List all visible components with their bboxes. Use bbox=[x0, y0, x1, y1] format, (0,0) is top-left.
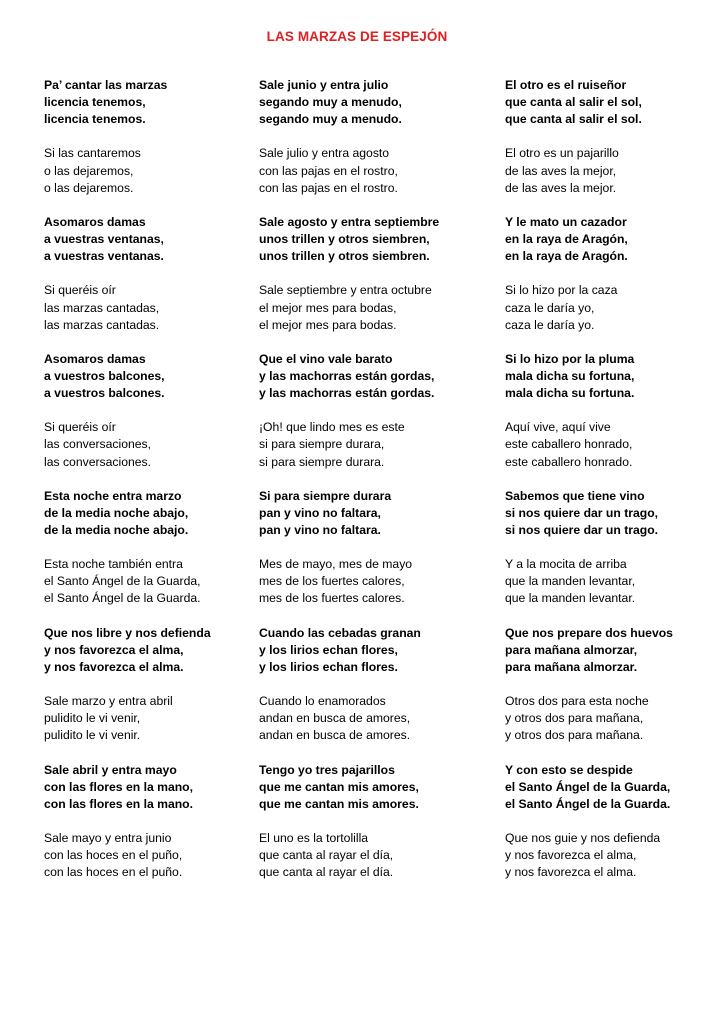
verse-line: con las flores en la mano, bbox=[44, 779, 194, 794]
verse-line: o las dejaremos. bbox=[44, 180, 134, 195]
verse-line: pan y vino no faltara. bbox=[259, 523, 381, 537]
verse-line: que me cantan mis amores. bbox=[259, 796, 419, 811]
verse-line: si nos quiere dar un trago, bbox=[505, 505, 659, 520]
verse-line: ¡Oh! que lindo mes es este bbox=[259, 420, 405, 435]
stanza bbox=[259, 419, 474, 470]
verse-line: de la media noche abajo. bbox=[44, 523, 189, 537]
verse-line: o las dejaremos, bbox=[44, 163, 134, 178]
verse-line: este caballero honrado, bbox=[505, 437, 633, 452]
verse-line: que la manden levantar, bbox=[505, 574, 636, 589]
verse-line: Si queréis oír bbox=[44, 420, 116, 435]
verse-line: el mejor mes para bodas, bbox=[259, 300, 397, 315]
stanza bbox=[44, 488, 259, 539]
verse-line: Otros dos para esta noche bbox=[505, 694, 649, 709]
verse-line: mes de los fuertes calores, bbox=[259, 574, 405, 589]
verse-line: Si lo hizo por la caza bbox=[505, 283, 618, 298]
verse-line: Y a la mocita de arriba bbox=[505, 557, 627, 572]
stanza bbox=[259, 693, 474, 744]
stanza bbox=[44, 77, 259, 128]
verse-line: si para siempre durara, bbox=[259, 437, 385, 452]
verse-line: que canta al salir el sol, bbox=[505, 95, 642, 110]
verse-line: Esta noche entra marzo bbox=[44, 488, 182, 503]
verse-line: el Santo Ángel de la Guarda. bbox=[44, 591, 201, 606]
stanza bbox=[259, 282, 474, 333]
verse-line: y nos favorezca el alma. bbox=[505, 865, 637, 880]
verse-line: a vuestras ventanas, bbox=[44, 232, 164, 247]
verse-line: Esta noche también entra bbox=[44, 557, 183, 572]
verse-line: Sale mayo y entra junio bbox=[44, 831, 172, 846]
stanza bbox=[44, 625, 259, 676]
verse-line: las conversaciones. bbox=[44, 454, 152, 469]
verse-line: Que nos guie y nos defienda bbox=[505, 831, 661, 846]
verse-line: Sale junio y entra julio bbox=[259, 78, 389, 92]
verse-line: andan en busca de amores, bbox=[259, 711, 411, 726]
stanza bbox=[44, 762, 259, 813]
lyrics-column-3 bbox=[505, 77, 714, 899]
verse-line: Y le mato un cazador bbox=[505, 214, 627, 229]
verse-line: en la raya de Aragón. bbox=[505, 249, 628, 264]
stanza bbox=[44, 145, 259, 196]
stanza bbox=[505, 351, 714, 402]
stanza bbox=[259, 625, 474, 676]
verse-line: Asomaros damas bbox=[44, 214, 146, 229]
verse-line: El uno es la tortolilla bbox=[259, 831, 369, 846]
verse-line: Sale julio y entra agosto bbox=[259, 146, 390, 161]
verse-line: caza le daría yo, bbox=[505, 300, 595, 315]
verse-line: a vuestras ventanas. bbox=[44, 249, 164, 264]
verse-line: pan y vino no faltara, bbox=[259, 505, 381, 520]
verse-line: a vuestros balcones, bbox=[44, 368, 165, 383]
verse-line: Tengo yo tres pajarillos bbox=[259, 762, 395, 777]
verse-line: Sale agosto y entra septiembre bbox=[259, 214, 440, 229]
verse-line: El otro es el ruiseñor bbox=[505, 78, 627, 92]
stanza bbox=[44, 214, 259, 265]
verse-line: Mes de mayo, mes de mayo bbox=[259, 557, 413, 572]
stanza bbox=[44, 419, 259, 470]
verse-line: con las pajas en el rostro. bbox=[259, 180, 398, 195]
verse-line: de las aves la mejor. bbox=[505, 180, 617, 195]
verse-line: el Santo Ángel de la Guarda. bbox=[505, 796, 671, 811]
verse-line: mes de los fuertes calores. bbox=[259, 591, 405, 606]
verse-line: que canta al salir el sol. bbox=[505, 112, 642, 127]
verse-line: que me cantan mis amores, bbox=[259, 779, 419, 794]
verse-line: caza le daría yo. bbox=[505, 317, 595, 332]
stanza bbox=[505, 762, 714, 813]
verse-line: y las machorras están gordas, bbox=[259, 368, 435, 383]
verse-line: Sale marzo y entra abril bbox=[44, 694, 173, 709]
verse-line: con las pajas en el rostro, bbox=[259, 163, 398, 178]
verse-line: Cuando lo enamorados bbox=[259, 694, 386, 709]
lyrics-column-1 bbox=[44, 77, 259, 899]
stanza bbox=[44, 351, 259, 402]
verse-line: con las hoces en el puño. bbox=[44, 865, 183, 880]
verse-line: el mejor mes para bodas. bbox=[259, 317, 397, 332]
verse-line: unos trillen y otros siembren. bbox=[259, 249, 430, 264]
stanza bbox=[505, 625, 714, 676]
verse-line: mala dicha su fortuna, bbox=[505, 368, 635, 383]
verse-line: de las aves la mejor, bbox=[505, 163, 617, 178]
verse-line: Sabemos que tiene vino bbox=[505, 488, 645, 503]
verse-line: si nos quiere dar un trago. bbox=[505, 523, 659, 537]
stanza bbox=[505, 214, 714, 265]
verse-line: mala dicha su fortuna. bbox=[505, 386, 635, 401]
verse-line: en la raya de Aragón, bbox=[505, 232, 628, 247]
verse-line: Si las cantaremos bbox=[44, 146, 141, 161]
verse-line: y otros dos para mañana, bbox=[505, 711, 644, 726]
page-title: LAS MARZAS DE ESPEJÓN bbox=[266, 29, 448, 44]
verse-line: segando muy a menudo, bbox=[259, 95, 402, 110]
stanza bbox=[259, 77, 474, 128]
verse-line: con las hoces en el puño, bbox=[44, 848, 183, 863]
verse-line: pulidito le vi venir, bbox=[44, 711, 141, 726]
stanza bbox=[44, 556, 259, 607]
verse-line: que canta al rayar el día, bbox=[259, 848, 394, 863]
verse-line: Si queréis oír bbox=[44, 283, 116, 298]
stanza bbox=[259, 214, 474, 265]
stanza bbox=[505, 282, 714, 333]
verse-line: que canta al rayar el día. bbox=[259, 865, 394, 880]
verse-line: licencia tenemos, bbox=[44, 95, 146, 110]
lyrics-column-2 bbox=[259, 77, 474, 899]
verse-line: para mañana almorzar. bbox=[505, 659, 638, 674]
verse-line: pulidito le vi venir. bbox=[44, 728, 141, 743]
verse-line: y los lirios echan flores. bbox=[259, 659, 398, 674]
verse-line: Asomaros damas bbox=[44, 351, 146, 366]
verse-line: andan en busca de amores. bbox=[259, 728, 411, 743]
verse-line: el Santo Ángel de la Guarda, bbox=[505, 779, 671, 794]
verse-line: el Santo Ángel de la Guarda, bbox=[44, 574, 201, 589]
verse-line: Sale abril y entra mayo bbox=[44, 762, 177, 777]
stanza bbox=[44, 282, 259, 333]
verse-line: segando muy a menudo. bbox=[259, 112, 402, 127]
verse-line: y los lirios echan flores, bbox=[259, 642, 398, 657]
verse-line: y nos favorezca el alma. bbox=[44, 659, 184, 674]
verse-line: las marzas cantadas. bbox=[44, 317, 160, 332]
verse-line: y nos favorezca el alma, bbox=[44, 642, 184, 657]
stanza bbox=[505, 556, 714, 607]
stanza bbox=[259, 762, 474, 813]
verse-line: y nos favorezca el alma, bbox=[505, 848, 637, 863]
verse-line: que la manden levantar. bbox=[505, 591, 636, 606]
verse-line: si para siempre durara. bbox=[259, 454, 385, 469]
stanza bbox=[505, 419, 714, 470]
stanza bbox=[44, 693, 259, 744]
verse-line: El otro es un pajarillo bbox=[505, 146, 619, 161]
verse-line: las conversaciones, bbox=[44, 437, 152, 452]
stanza bbox=[259, 830, 474, 881]
verse-line: de la media noche abajo, bbox=[44, 505, 189, 520]
verse-line: Si lo hizo por la pluma bbox=[505, 351, 635, 366]
verse-line: para mañana almorzar, bbox=[505, 642, 638, 657]
verse-line: y otros dos para mañana. bbox=[505, 728, 644, 743]
verse-line: a vuestros balcones. bbox=[44, 386, 165, 401]
stanza bbox=[505, 830, 714, 881]
verse-line: unos trillen y otros siembren, bbox=[259, 232, 430, 247]
verse-line: Que nos prepare dos huevos bbox=[505, 625, 673, 640]
verse-line: las marzas cantadas, bbox=[44, 300, 160, 315]
verse-line: este caballero honrado. bbox=[505, 454, 633, 469]
verse-line: Sale septiembre y entra octubre bbox=[259, 283, 432, 298]
stanza bbox=[259, 488, 474, 539]
verse-line: licencia tenemos. bbox=[44, 112, 146, 127]
verse-line: Aquí vive, aquí vive bbox=[505, 420, 611, 435]
stanza bbox=[259, 556, 474, 607]
verse-line: con las flores en la mano. bbox=[44, 796, 194, 811]
verse-line: Pa’ cantar las marzas bbox=[44, 78, 168, 92]
verse-line: Que el vino vale barato bbox=[259, 351, 393, 366]
verse-line: Y con esto se despide bbox=[505, 762, 633, 777]
stanza bbox=[44, 830, 259, 881]
verse-line: y las machorras están gordas. bbox=[259, 386, 435, 401]
stanza bbox=[259, 351, 474, 402]
stanza bbox=[505, 693, 714, 744]
stanza bbox=[259, 145, 474, 196]
stanza bbox=[505, 77, 714, 128]
verse-line: Si para siempre durara bbox=[259, 488, 392, 503]
verse-line: Cuando las cebadas granan bbox=[259, 625, 421, 640]
stanza bbox=[505, 145, 714, 196]
verse-line: Que nos libre y nos defienda bbox=[44, 625, 211, 640]
stanza bbox=[505, 488, 714, 539]
